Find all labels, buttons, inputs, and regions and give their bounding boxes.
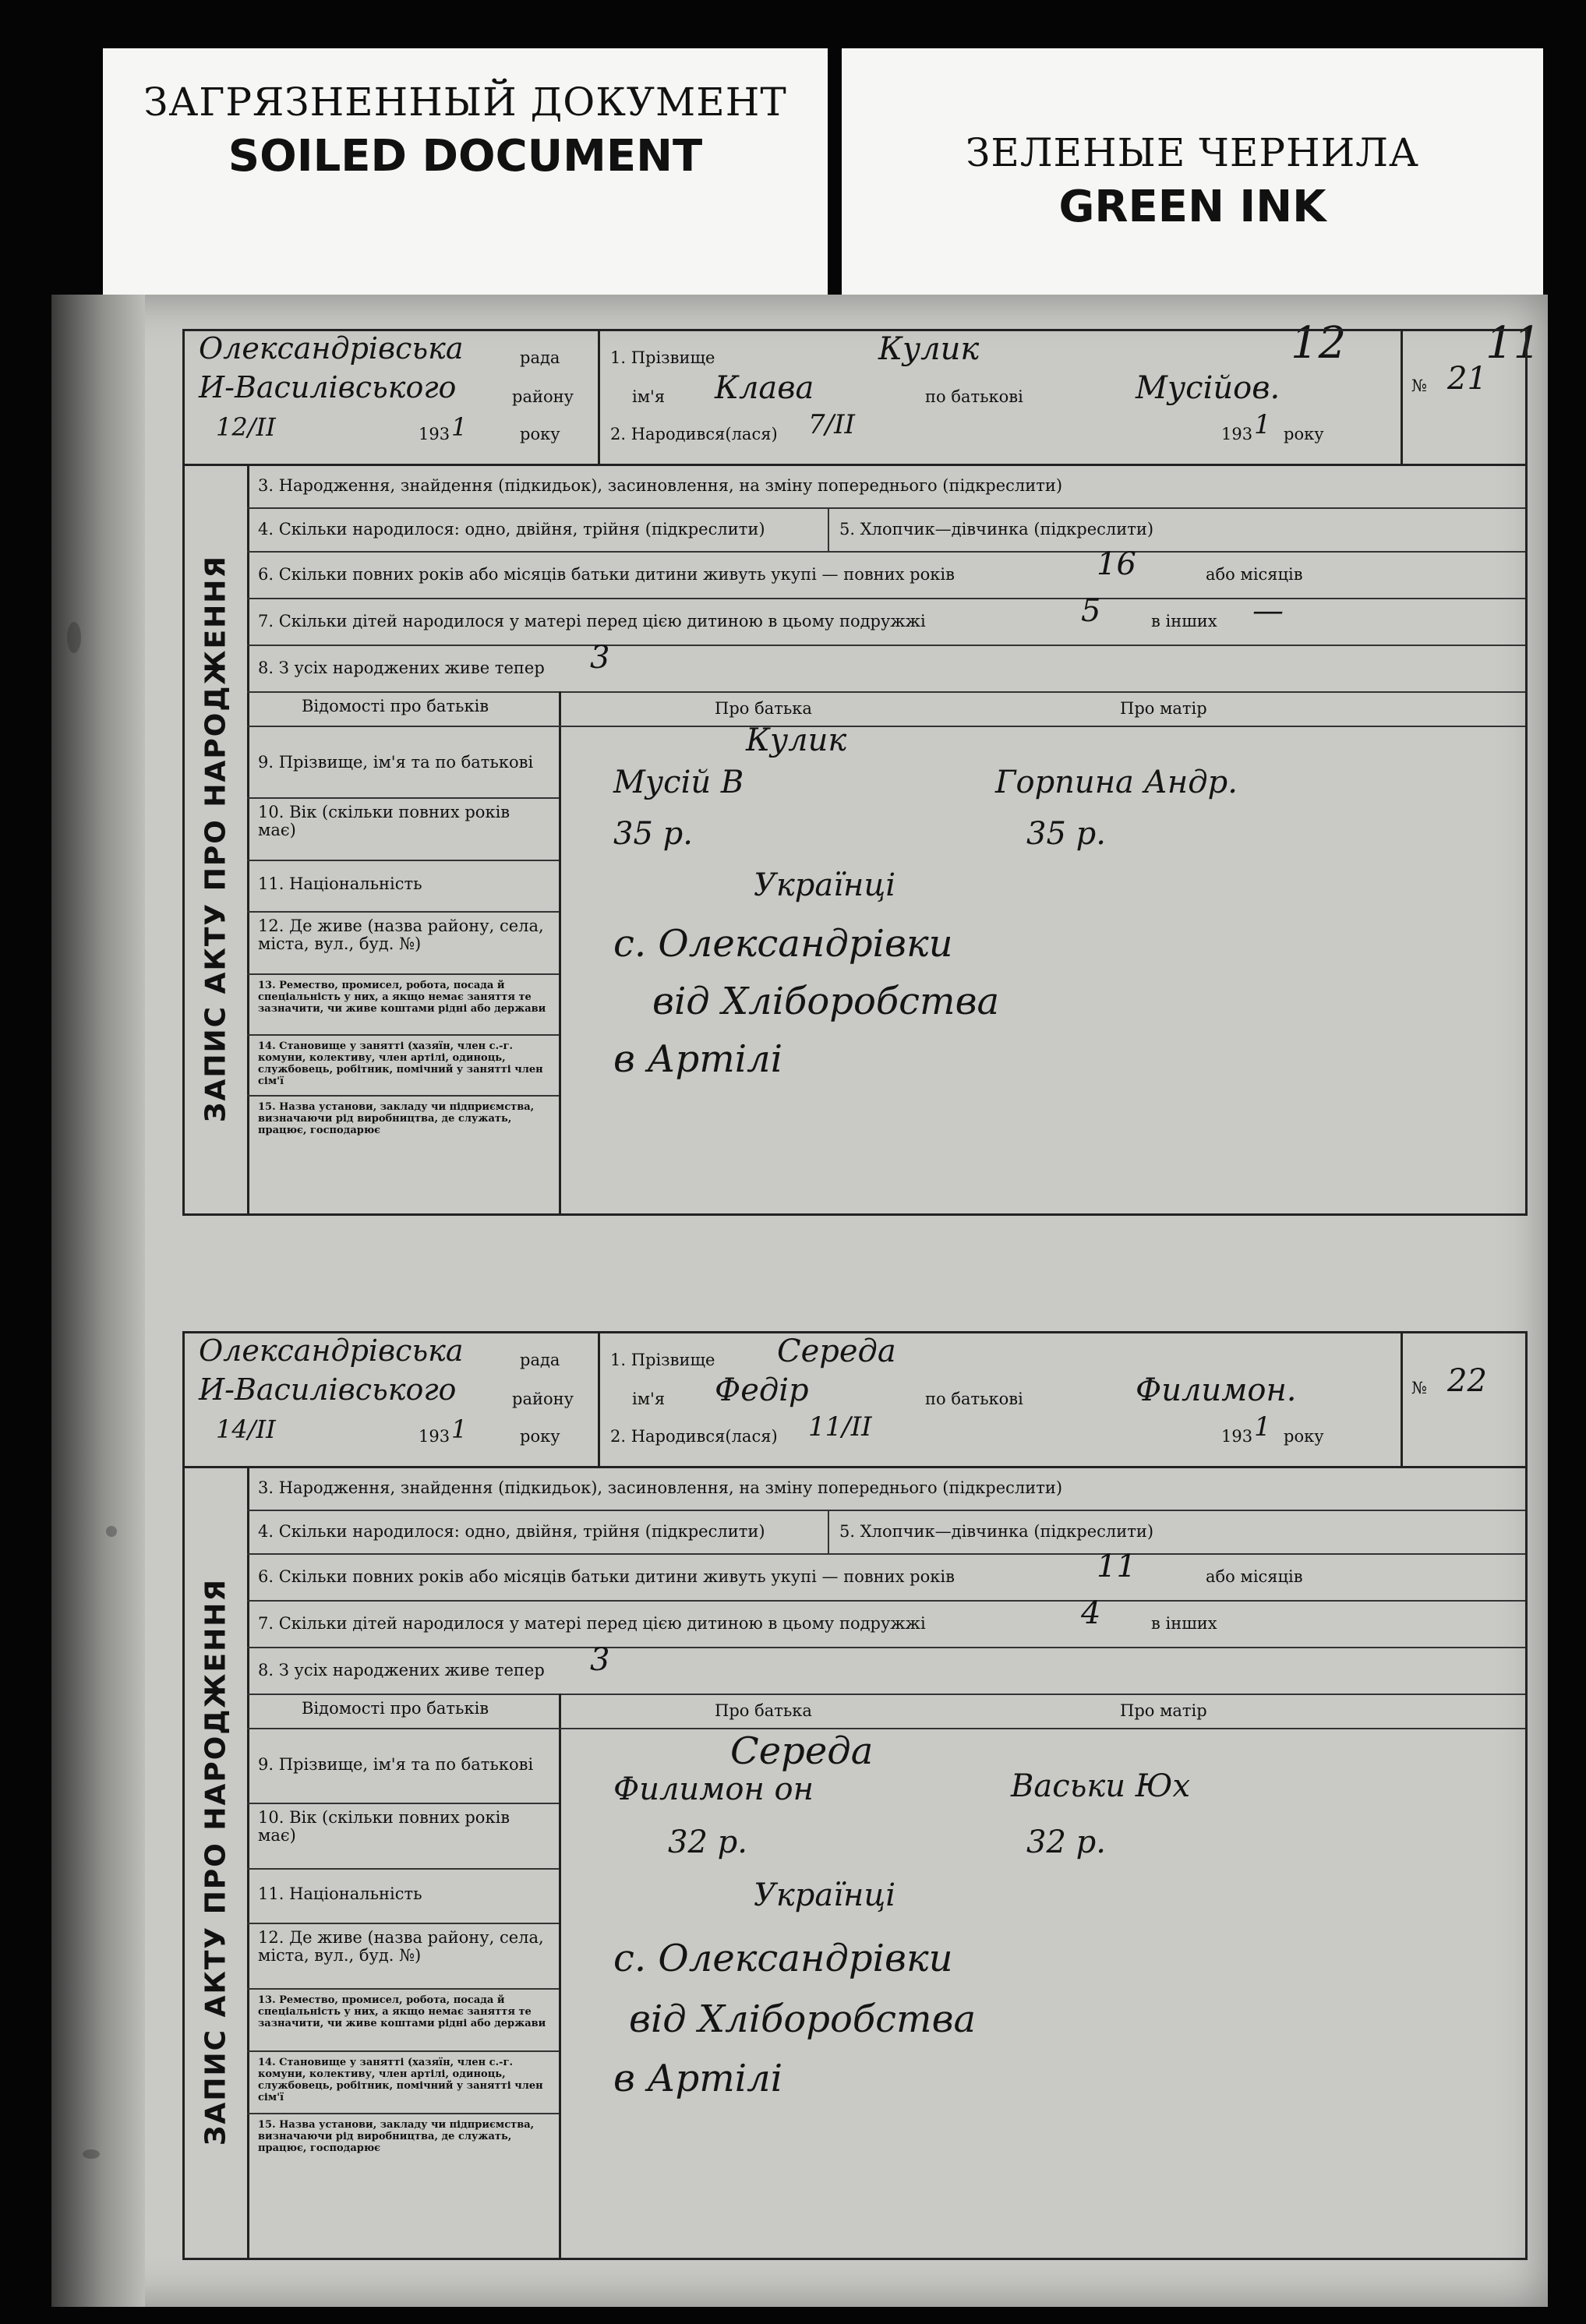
surname-label: 1. Прізвище xyxy=(610,1351,715,1369)
green-ink-label xyxy=(842,48,1543,302)
row-8 xyxy=(247,1642,1525,1695)
born-date: 7/II xyxy=(808,409,855,440)
employment-status: в Артілі xyxy=(613,2057,783,2100)
row-6-months-label: або місяців xyxy=(1206,1567,1303,1586)
record-number-block xyxy=(1401,1333,1530,1466)
mother-age: 32 р. xyxy=(1026,1824,1106,1860)
row-3-label: 3. Народження, знайдення (підкидьок), засиновлення, на зміну попереднього (підкреслити) xyxy=(258,1478,1063,1497)
side-title-text: ЗАПИС АКТУ ПРО НАРОДЖЕННЯ xyxy=(200,1577,232,2146)
birth-record-1 xyxy=(182,329,1528,1216)
green-label-en: GREEN INK xyxy=(1058,182,1326,232)
registration-date: 14/II xyxy=(216,1415,276,1444)
child-patronymic: Мусійов. xyxy=(1136,370,1280,406)
child-name: Клава xyxy=(715,370,814,406)
record-number: 22 xyxy=(1447,1363,1487,1399)
patronymic-label: по батькові xyxy=(925,1390,1023,1408)
row-8 xyxy=(247,640,1525,693)
r9-label: 9. Прізвище, ім'я та по батькові xyxy=(258,1755,534,1774)
record-number-block xyxy=(1401,331,1530,464)
mother-name: Васьки Юх xyxy=(1011,1768,1191,1804)
green-label-ru: ЗЕЛЕНЫЕ ЧЕРНИЛА xyxy=(966,130,1419,175)
sheet-number-mark: 11 xyxy=(1485,318,1542,369)
row-6-label: 6. Скільки повних років або місяців батьки дитини живуть укупі — повних років xyxy=(258,1567,955,1586)
nationality: Українці xyxy=(754,1877,896,1913)
father-column-header: Про батька xyxy=(715,699,812,718)
child-surname: Середа xyxy=(777,1333,896,1369)
r11-cell xyxy=(247,860,559,913)
r13-label: 13. Ремество, промисел, робота, посада й спеціальність у них, а якщо немає заняття те зазначити, чи живе коштами рідні або держави xyxy=(258,980,546,1015)
r14-label: 14. Становище у занятті (хазяїн, член с.-г. комуни, колективу, член артілі, одиноць, службовець, робітник, помічний у занятті член сім'ї xyxy=(258,1040,543,1087)
stain xyxy=(83,2149,100,2159)
rada-label: рада xyxy=(520,348,560,367)
roku-label: року xyxy=(520,1427,560,1446)
child-patronymic: Филимон. xyxy=(1136,1372,1297,1408)
r15-cell xyxy=(247,2113,559,2175)
header-rule xyxy=(559,726,1525,727)
record-header xyxy=(185,331,1525,466)
record-number: 21 xyxy=(1447,361,1487,397)
occupation: від Хліборобства xyxy=(652,980,1000,1023)
employment-status: в Артілі xyxy=(613,1037,783,1081)
row-8-label: 8. З усіх народжених живе тепер xyxy=(258,659,545,677)
row-7 xyxy=(247,1595,1525,1648)
r10-cell xyxy=(247,797,559,861)
born-label: 2. Народився(лася) xyxy=(610,425,778,443)
born-roku-label: року xyxy=(1284,425,1324,443)
residence: с. Олександрівки xyxy=(613,1937,953,1980)
mother-age: 35 р. xyxy=(1026,816,1106,852)
row-8-label: 8. З усіх народжених живе тепер xyxy=(258,1661,545,1679)
parents-header-cell xyxy=(247,691,559,727)
father-name: Мусій В xyxy=(613,765,744,800)
row-3-label: 3. Народження, знайдення (підкидьок), засиновлення, на зміну попереднього (підкреслити) xyxy=(258,476,1063,495)
soiled-label-ru: ЗАГРЯЗНЕННЫЙ ДОКУМЕНТ xyxy=(143,79,787,125)
prior-children: 4 xyxy=(1081,1595,1101,1631)
parents-label-column xyxy=(247,1694,561,2258)
row-6 xyxy=(247,546,1525,599)
year-suffix: 1 xyxy=(451,412,468,442)
r14-cell xyxy=(247,1034,559,1097)
alive-count: 3 xyxy=(590,1642,610,1678)
year-suffix: 1 xyxy=(451,1415,468,1444)
row-5-label: 5. Хлопчик—дівчинка (підкреслити) xyxy=(839,520,1154,539)
r11-cell xyxy=(247,1868,559,1924)
child-surname: Кулик xyxy=(878,331,980,367)
parents-table xyxy=(247,691,1525,1213)
row-4-divider xyxy=(828,1510,829,1553)
council-name: Олександрівська xyxy=(199,331,464,366)
register-page xyxy=(51,295,1548,2307)
born-year-suffix: 1 xyxy=(1254,1411,1271,1443)
side-title-text: ЗАПИС АКТУ ПРО НАРОДЖЕННЯ xyxy=(200,554,232,1123)
year-prefix: 193 xyxy=(419,1427,450,1446)
r10-cell xyxy=(247,1803,559,1870)
row-3 xyxy=(247,1466,1525,1511)
parents-label-column xyxy=(247,691,561,1213)
stain xyxy=(106,1526,117,1537)
r15-cell xyxy=(247,1095,559,1151)
r13-label: 13. Ремество, промисел, робота, посада й спеціальність у них, а якщо немає заняття те зазначити, чи живе коштами рідні або держави xyxy=(258,1994,546,2029)
stain xyxy=(67,622,81,653)
born-date: 11/II xyxy=(808,1411,872,1443)
soiled-label-en: SOILED DOCUMENT xyxy=(228,131,703,182)
born-roku-label: року xyxy=(1284,1427,1324,1446)
father-column-header: Про батька xyxy=(715,1701,812,1720)
r10-label: 10. Вік (скільки повних років має) xyxy=(258,1808,510,1845)
row-4-divider xyxy=(828,507,829,551)
district-name: И-Василівського xyxy=(199,370,457,404)
soiled-document-label xyxy=(103,48,828,302)
row-5-label: 5. Хлопчик—дівчинка (підкреслити) xyxy=(839,1522,1154,1541)
parents-header-label: Відомості про батьків xyxy=(302,1699,489,1718)
occupation: від Хліборобства xyxy=(629,1997,977,2041)
alive-count: 3 xyxy=(590,640,610,676)
father-age: 35 р. xyxy=(613,816,693,852)
year-prefix: 193 xyxy=(419,425,450,443)
row-7-label: 7. Скільки дітей народилося у матері перед цією дитиною в цьому подружжі xyxy=(258,612,926,630)
name-label: ім'я xyxy=(632,1390,666,1408)
child-block xyxy=(598,1333,1403,1466)
child-block xyxy=(598,331,1403,464)
number-label: № xyxy=(1411,376,1427,395)
rada-label: рада xyxy=(520,1351,560,1369)
other-children: — xyxy=(1252,593,1284,629)
mother-column-header: Про матір xyxy=(1120,699,1207,718)
r11-label: 11. Національність xyxy=(258,1884,422,1903)
row-7-other-label: в інших xyxy=(1151,612,1217,630)
r14-label: 14. Становище у занятті (хазяїн, член с.-г. комуни, колективу, член артілі, одиноць, службовець, робітник, помічний у занятті член сім'ї xyxy=(258,2057,543,2103)
parents-table xyxy=(247,1694,1525,2258)
nationality: Українці xyxy=(754,867,896,903)
side-title xyxy=(185,464,249,1213)
side-title xyxy=(185,1466,249,2258)
mother-name: Горпина Андр. xyxy=(995,765,1238,800)
r12-cell xyxy=(247,911,559,975)
registration-date: 12/II xyxy=(216,412,276,442)
row-7-label: 7. Скільки дітей народилося у матері перед цією дитиною в цьому подружжі xyxy=(258,1614,926,1633)
raion-label: району xyxy=(512,387,574,406)
row-6 xyxy=(247,1549,1525,1602)
birth-record-2 xyxy=(182,1331,1528,2260)
mother-column-header: Про матір xyxy=(1120,1701,1207,1720)
row-4-5 xyxy=(247,1510,1525,1555)
parents-header-cell xyxy=(247,1694,559,1729)
r12-label: 12. Де живе (назва району, села, міста, вул., буд. №) xyxy=(258,1928,544,1965)
r12-label: 12. Де живе (назва району, села, міста, вул., буд. №) xyxy=(258,917,544,953)
header-rule xyxy=(559,1728,1525,1729)
years-together: 11 xyxy=(1097,1549,1136,1584)
r13-cell xyxy=(247,973,559,1036)
council-block xyxy=(185,1333,600,1466)
father-surname: Середа xyxy=(730,1729,874,1773)
r9-cell xyxy=(247,726,559,799)
row-3 xyxy=(247,464,1525,509)
row-4-label: 4. Скільки народилося: одно, двійня, трійня (підкреслити) xyxy=(258,1522,765,1541)
r9-label: 9. Прізвище, ім'я та по батькові xyxy=(258,753,534,772)
raion-label: району xyxy=(512,1390,574,1408)
council-name: Олександрівська xyxy=(199,1333,464,1368)
council-block xyxy=(185,331,600,464)
name-label: ім'я xyxy=(632,387,666,406)
row-4-label: 4. Скільки народилося: одно, двійня, трійня (підкреслити) xyxy=(258,520,765,539)
row-7-other-label: в інших xyxy=(1151,1614,1217,1633)
r15-label: 15. Назва установи, закладу чи підприємства, визначаючи рід виробництва, де служать, працює, господарює xyxy=(258,1101,535,1136)
row-6-months-label: або місяців xyxy=(1206,565,1303,584)
child-name: Федір xyxy=(715,1372,809,1408)
r10-label: 10. Вік (скільки повних років має) xyxy=(258,803,510,839)
born-year-prefix: 193 xyxy=(1221,1427,1253,1446)
r12-cell xyxy=(247,1923,559,1990)
r14-cell xyxy=(247,2050,559,2114)
r9-cell xyxy=(247,1728,559,1804)
row-4-5 xyxy=(247,507,1525,553)
years-together: 16 xyxy=(1097,546,1136,582)
born-year-suffix: 1 xyxy=(1254,409,1271,440)
page-number-mark: 12 xyxy=(1291,318,1347,369)
row-7 xyxy=(247,593,1525,646)
born-label: 2. Народився(лася) xyxy=(610,1427,778,1446)
record-header xyxy=(185,1333,1525,1468)
roku-label: року xyxy=(520,425,560,443)
surname-label: 1. Прізвище xyxy=(610,348,715,367)
father-name: Филимон он xyxy=(613,1771,814,1807)
father-age: 32 р. xyxy=(668,1824,747,1860)
r15-label: 15. Назва установи, закладу чи підприємства, визначаючи рід виробництва, де служать, працює, господарює xyxy=(258,2119,535,2154)
prior-children: 5 xyxy=(1081,593,1101,629)
row-6-label: 6. Скільки повних років або місяців батьки дитини живуть укупі — повних років xyxy=(258,565,955,584)
patronymic-label: по батькові xyxy=(925,387,1023,406)
r13-cell xyxy=(247,1988,559,2052)
father-surname: Кулик xyxy=(746,722,847,758)
parents-header-label: Відомості про батьків xyxy=(302,697,489,715)
district-name: И-Василівського xyxy=(199,1372,457,1407)
page-binding xyxy=(51,295,145,2307)
r11-label: 11. Національність xyxy=(258,874,422,893)
born-year-prefix: 193 xyxy=(1221,425,1253,443)
number-label: № xyxy=(1411,1379,1427,1397)
residence: с. Олександрівки xyxy=(613,922,953,966)
